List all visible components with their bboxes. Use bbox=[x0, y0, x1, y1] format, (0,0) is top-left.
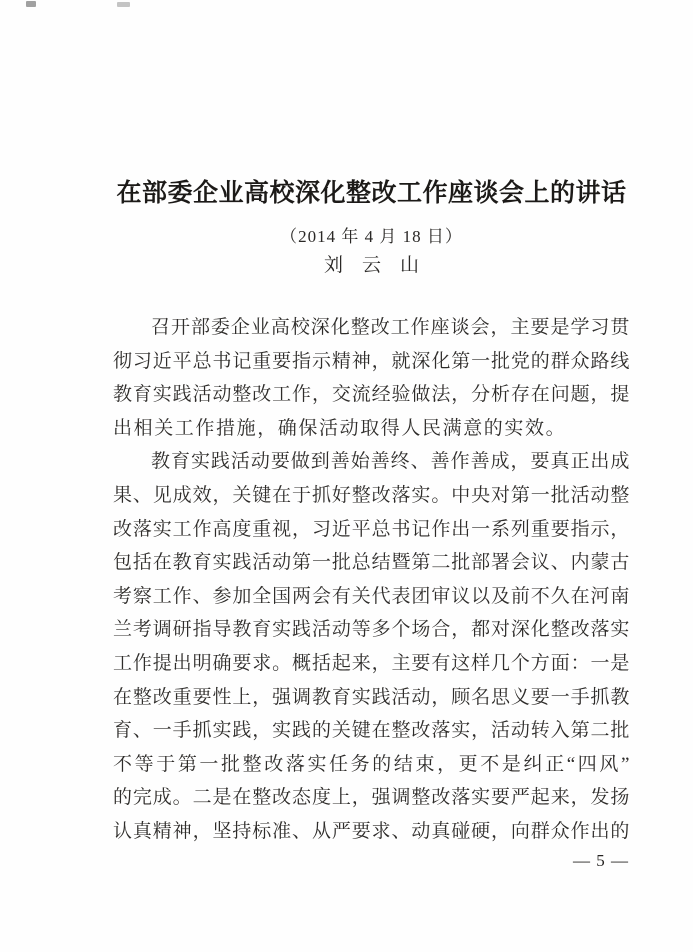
scan-artifact bbox=[26, 1, 36, 7]
paragraph-2 bbox=[113, 445, 630, 848]
text-line: 考察工作、参加全国两会有关代表团审议以及前不久在河南 bbox=[113, 585, 630, 607]
paragraph-1 bbox=[113, 311, 630, 445]
text-line: 果、见成效，关键在于抓好整改落实。中央对第一批活动整 bbox=[113, 484, 630, 506]
text-line: 召开部委企业高校深化整改工作座谈会，主要是学习贯 bbox=[151, 317, 630, 338]
text-line: 彻习近平总书记重要指示精神，就深化第一批党的群众路线 bbox=[113, 350, 630, 372]
text-line: 改落实工作高度重视，习近平总书记作出一系列重要指示， bbox=[113, 518, 630, 540]
text-line: 育、一手抓实践，实践的关键在整改落实，活动转入第二批 bbox=[113, 720, 630, 742]
text-line: 工作提出明确要求。概括起来，主要有这样几个方面：一是 bbox=[113, 652, 630, 674]
text-line: 包括在教育实践活动第一批总结暨第二批部署会议、内蒙古 bbox=[113, 552, 630, 574]
text-line: 的完成。二是在整改态度上，强调整改落实要严起来，发扬 bbox=[113, 787, 630, 809]
text-line: 认真精神，坚持标准、从严要求、动真碰硬，向群众作出的 bbox=[113, 820, 630, 842]
document-title: 在部委企业高校深化整改工作座谈会上的讲话 bbox=[116, 180, 627, 207]
document-body bbox=[113, 311, 630, 849]
scan-artifact bbox=[117, 2, 130, 7]
document-date: （2014 年 4 月 18 日） bbox=[280, 227, 463, 246]
text-line: 不等于第一批整改落实任务的结束，更不是纠正“四风” bbox=[113, 753, 630, 775]
text-line: 教育实践活动整改工作，交流经验做法，分析存在问题，提 bbox=[113, 384, 630, 406]
text-line: 教育实践活动要做到善始善终、善作善成，要真正出成 bbox=[151, 451, 630, 473]
text-line: 兰考调研指导教育实践活动等多个场合，都对深化整改落实 bbox=[113, 619, 630, 641]
page-number: — 5 — bbox=[573, 851, 629, 870]
text-line: 出相关工作措施，确保活动取得人民满意的实效。 bbox=[113, 417, 567, 439]
document-author: 刘 云 山 bbox=[323, 255, 419, 276]
text-line: 在整改重要性上，强调教育实践活动，顾名思义要一手抓教 bbox=[113, 686, 630, 708]
